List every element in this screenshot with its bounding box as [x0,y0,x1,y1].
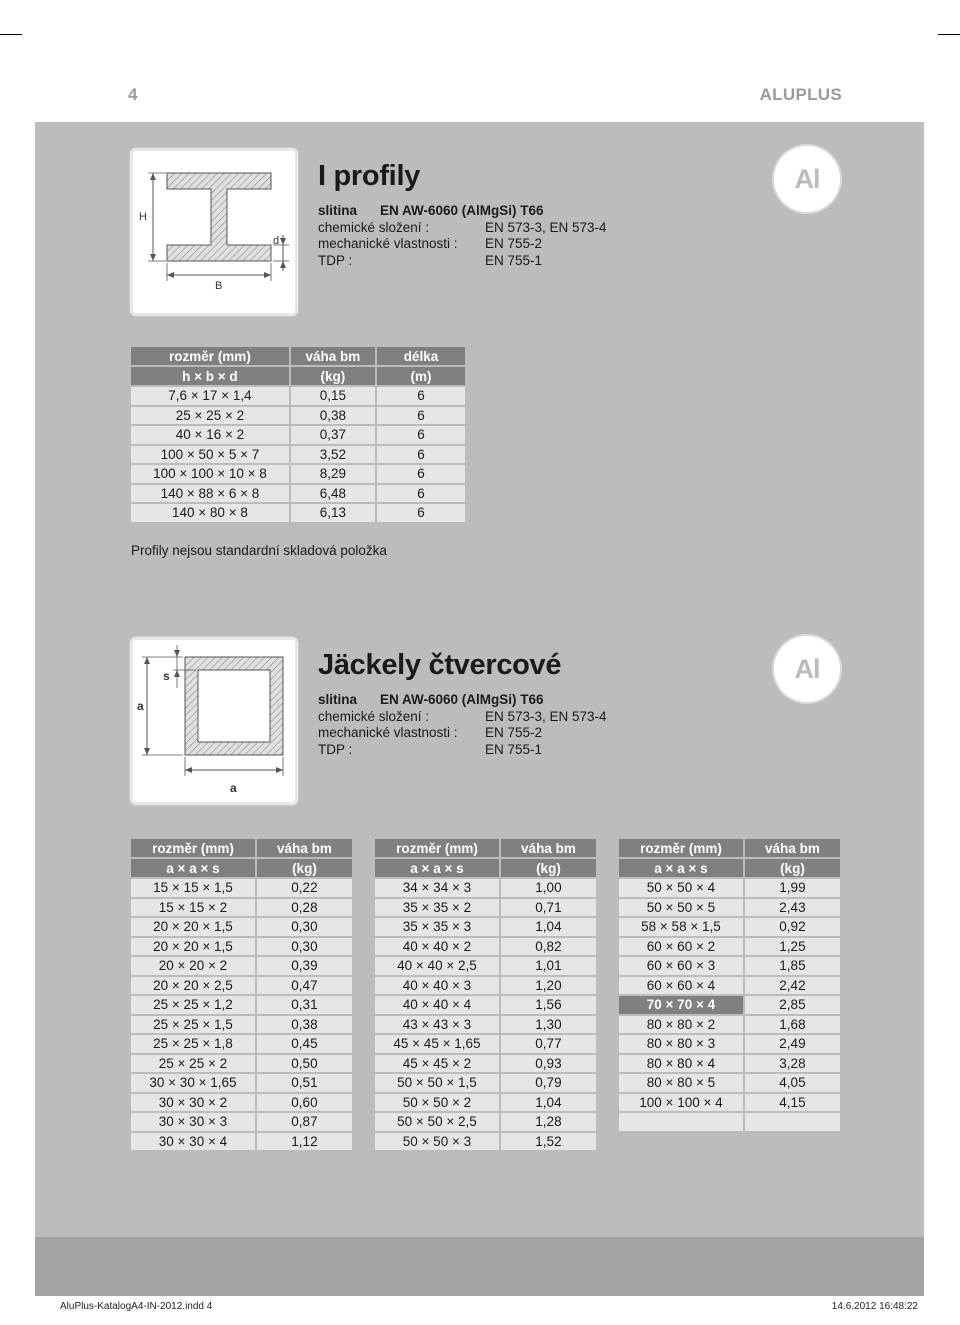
weight-cell: 0,31 [257,996,352,1014]
table-row [131,977,352,995]
square-tube-table-2 [373,837,598,1152]
table-row [131,407,465,425]
page-number: 4 [128,85,138,104]
col-subheader: (kg) [501,859,596,877]
spec-value: EN AW-6060 (AlMgSi) T66 [380,203,544,218]
i-profile-table [129,345,467,524]
table-row [619,996,840,1014]
weight-cell: 1,25 [745,938,840,956]
square-tube-diagram [130,637,298,805]
s-label: s [163,669,170,683]
table-row [375,899,596,917]
dimension-cell: 80 × 80 × 5 [619,1074,743,1092]
col-subheader: a × a × s [131,859,255,877]
weight-cell: 0,92 [745,918,840,936]
spec-label: slitina [318,203,358,218]
length-cell: 6 [377,504,465,522]
table-row [375,957,596,975]
dimension-cell: 80 × 80 × 2 [619,1016,743,1034]
table-row [375,1094,596,1112]
table-row [619,1074,840,1092]
weight-cell: 1,04 [501,918,596,936]
weight-cell: 2,49 [745,1035,840,1053]
col-subheader: (kg) [745,859,840,877]
spec-label: mechanické vlastnosti : [318,236,458,251]
table-row [619,977,840,995]
dimension-cell: 140 × 88 × 6 × 8 [131,485,289,503]
weight-cell: 0,39 [257,957,352,975]
weight-cell: 0,30 [257,918,352,936]
square-tube-table-3 [617,837,842,1133]
weight-cell: 0,38 [257,1016,352,1034]
col-subheader: (kg) [291,367,375,385]
dimension-cell: 40 × 40 × 2 [375,938,499,956]
dimension-cell: 100 × 100 × 4 [619,1094,743,1112]
weight-cell: 3,52 [291,446,375,464]
weight-cell: 0,82 [501,938,596,956]
table-row [619,899,840,917]
stock-note: Profily nejsou standardní skladová položka [131,543,387,558]
dimension-cell [619,1113,743,1131]
dimension-cell: 45 × 45 × 2 [375,1055,499,1073]
col-header: rozměr (mm) [131,839,255,857]
table-row [619,1113,840,1131]
table-row [131,1074,352,1092]
length-cell: 6 [377,387,465,405]
col-header: rozměr (mm) [619,839,743,857]
a-side-label: a [137,699,144,713]
dimension-cell: 60 × 60 × 3 [619,957,743,975]
a-bottom-label: a [230,781,237,795]
b-label: B [215,280,223,292]
length-cell: 6 [377,407,465,425]
dimension-cell: 40 × 40 × 3 [375,977,499,995]
table-row [131,504,465,522]
table-row [131,465,465,483]
dimension-cell: 100 × 50 × 5 × 7 [131,446,289,464]
length-cell: 6 [377,446,465,464]
aluminium-badge [774,146,840,212]
dimension-cell: 30 × 30 × 2 [131,1094,255,1112]
table-row [131,957,352,975]
dimension-cell: 25 × 25 × 2 [131,1055,255,1073]
table-row [131,1113,352,1131]
dimension-cell: 20 × 20 × 1,5 [131,938,255,956]
weight-cell: 2,42 [745,977,840,995]
dimension-cell: 50 × 50 × 1,5 [375,1074,499,1092]
table-row [131,938,352,956]
weight-cell: 1,12 [257,1133,352,1151]
spec-label: chemické složení : [318,708,430,724]
spec-value: EN 755-2 [485,236,543,251]
weight-cell: 4,15 [745,1094,840,1112]
dimension-cell: 35 × 35 × 2 [375,899,499,917]
dimension-cell: 20 × 20 × 1,5 [131,918,255,936]
table-row [375,1133,596,1151]
table-row [375,879,596,897]
weight-cell: 4,05 [745,1074,840,1092]
dimension-cell: 140 × 80 × 8 [131,504,289,522]
square-tube-table-1 [129,837,354,1152]
spec-value: EN 755-1 [485,252,543,268]
dimension-cell: 30 × 30 × 4 [131,1133,255,1151]
weight-cell: 0,37 [291,426,375,444]
col-header: délka [377,347,465,365]
weight-cell: 0,50 [257,1055,352,1073]
dimension-cell: 35 × 35 × 3 [375,918,499,936]
table-row [131,1016,352,1034]
weight-cell: 0,47 [257,977,352,995]
crop-mark [0,34,22,35]
table-row [131,387,465,405]
length-cell: 6 [377,426,465,444]
weight-cell: 0,87 [257,1113,352,1131]
length-cell: 6 [377,465,465,483]
table-row [375,1016,596,1034]
table-row [619,1055,840,1073]
col-header: váha bm [501,839,596,857]
weight-cell: 2,85 [745,996,840,1014]
table-row [375,977,596,995]
table-row [131,899,352,917]
weight-cell: 2,43 [745,899,840,917]
spec-value: EN 755-2 [485,725,543,740]
dimension-cell: 40 × 40 × 4 [375,996,499,1014]
dimension-cell: 50 × 50 × 2 [375,1094,499,1112]
weight-cell: 0,51 [257,1074,352,1092]
dimension-cell: 50 × 50 × 4 [619,879,743,897]
table-row [375,1113,596,1131]
dimension-cell: 34 × 34 × 3 [375,879,499,897]
dimension-cell: 80 × 80 × 3 [619,1035,743,1053]
weight-cell: 1,00 [501,879,596,897]
dimension-cell: 80 × 80 × 4 [619,1055,743,1073]
weight-cell: 0,30 [257,938,352,956]
table-row [619,918,840,936]
col-subheader: (m) [377,367,465,385]
dimension-cell: 7,6 × 17 × 1,4 [131,387,289,405]
weight-cell: 0,77 [501,1035,596,1053]
weight-cell: 8,29 [291,465,375,483]
table-row [619,938,840,956]
dimension-cell: 20 × 20 × 2,5 [131,977,255,995]
spec-label: chemické složení : [318,219,430,235]
table-row [131,1133,352,1151]
weight-cell: 1,20 [501,977,596,995]
weight-cell: 1,30 [501,1016,596,1034]
table-row [375,918,596,936]
weight-cell: 6,48 [291,485,375,503]
spec-value: EN AW-6060 (AlMgSi) T66 [380,692,544,707]
table-row [619,1016,840,1034]
weight-cell: 0,93 [501,1055,596,1073]
col-subheader: a × a × s [619,859,743,877]
table-row [131,879,352,897]
table-row [131,426,465,444]
dimension-cell: 25 × 25 × 1,2 [131,996,255,1014]
table-row [131,918,352,936]
i-beam-drawing [133,151,295,313]
weight-cell: 1,28 [501,1113,596,1131]
table-row [131,446,465,464]
spec-value: EN 573-3, EN 573-4 [485,708,607,724]
dimension-cell: 50 × 50 × 3 [375,1133,499,1151]
dimension-cell: 58 × 58 × 1,5 [619,918,743,936]
table-row [131,1094,352,1112]
dimension-cell: 15 × 15 × 2 [131,899,255,917]
spec-label: slitina [318,692,358,707]
table-row [131,485,465,503]
square-tube-drawing [133,640,295,802]
spec-value: EN 573-3, EN 573-4 [485,219,607,235]
weight-cell [745,1113,840,1131]
table-row [131,996,352,1014]
spec-label: mechanické vlastnosti : [318,725,458,740]
aluminium-symbol: Al [794,654,820,684]
spec-label: TDP : [318,252,353,268]
weight-cell: 1,52 [501,1133,596,1151]
section-title-square-tubes: Jäckely čtvercové [318,649,562,681]
dimension-cell: 43 × 43 × 3 [375,1016,499,1034]
weight-cell: 1,68 [745,1016,840,1034]
dimension-cell: 25 × 25 × 2 [131,407,289,425]
weight-cell: 0,71 [501,899,596,917]
weight-cell: 1,56 [501,996,596,1014]
dimension-cell: 50 × 50 × 5 [619,899,743,917]
table-row [619,957,840,975]
slug-timestamp: 14.6.2012 16:48:22 [831,1301,918,1312]
col-subheader: h × b × d [131,367,289,385]
col-subheader: a × a × s [375,859,499,877]
dimension-cell: 25 × 25 × 1,8 [131,1035,255,1053]
footer-band [35,1237,924,1296]
dimension-cell: 40 × 16 × 2 [131,426,289,444]
dimension-cell: 60 × 60 × 4 [619,977,743,995]
weight-cell: 1,04 [501,1094,596,1112]
col-header: váha bm [257,839,352,857]
material-specs-i [318,203,638,269]
table-row [619,879,840,897]
print-slug [0,1296,960,1325]
spec-value: EN 755-1 [485,741,543,757]
crop-mark [938,34,960,35]
table-row [619,1094,840,1112]
brand-name: ALUPLUS [759,85,842,104]
col-header: váha bm [291,347,375,365]
dimension-cell: 20 × 20 × 2 [131,957,255,975]
weight-cell: 1,99 [745,879,840,897]
dimension-cell: 50 × 50 × 2,5 [375,1113,499,1131]
weight-cell: 0,60 [257,1094,352,1112]
length-cell: 6 [377,485,465,503]
weight-cell: 0,38 [291,407,375,425]
section-title-i-profiles: I profily [318,160,421,192]
weight-cell: 1,01 [501,957,596,975]
table-row [375,996,596,1014]
material-specs-j [318,692,638,758]
slug-filename: AluPlus-KatalogA4-IN-2012.indd 4 [60,1301,213,1312]
weight-cell: 3,28 [745,1055,840,1073]
col-header: rozměr (mm) [375,839,499,857]
table-row [375,1035,596,1053]
dimension-cell: 60 × 60 × 2 [619,938,743,956]
dimension-cell: 70 × 70 × 4 [619,996,743,1014]
i-profile-diagram [130,148,298,316]
weight-cell: 0,45 [257,1035,352,1053]
col-header: váha bm [745,839,840,857]
dimension-cell: 45 × 45 × 1,65 [375,1035,499,1053]
table-row [619,1035,840,1053]
col-header: rozměr (mm) [131,347,289,365]
aluminium-badge [774,636,840,702]
table-row [131,1055,352,1073]
dimension-cell: 100 × 100 × 10 × 8 [131,465,289,483]
dimension-cell: 25 × 25 × 1,5 [131,1016,255,1034]
h-label: H [139,211,147,223]
weight-cell: 0,28 [257,899,352,917]
table-row [375,938,596,956]
dimension-cell: 40 × 40 × 2,5 [375,957,499,975]
weight-cell: 0,15 [291,387,375,405]
dimension-cell: 15 × 15 × 1,5 [131,879,255,897]
spec-label: TDP : [318,741,353,757]
col-subheader: (kg) [257,859,352,877]
aluminium-symbol: Al [794,164,820,194]
dimension-cell: 30 × 30 × 1,65 [131,1074,255,1092]
d-label: d [273,235,280,247]
table-row [375,1074,596,1092]
dimension-cell: 30 × 30 × 3 [131,1113,255,1131]
weight-cell: 6,13 [291,504,375,522]
table-row [375,1055,596,1073]
table-row [131,1035,352,1053]
weight-cell: 0,79 [501,1074,596,1092]
weight-cell: 1,85 [745,957,840,975]
weight-cell: 0,22 [257,879,352,897]
